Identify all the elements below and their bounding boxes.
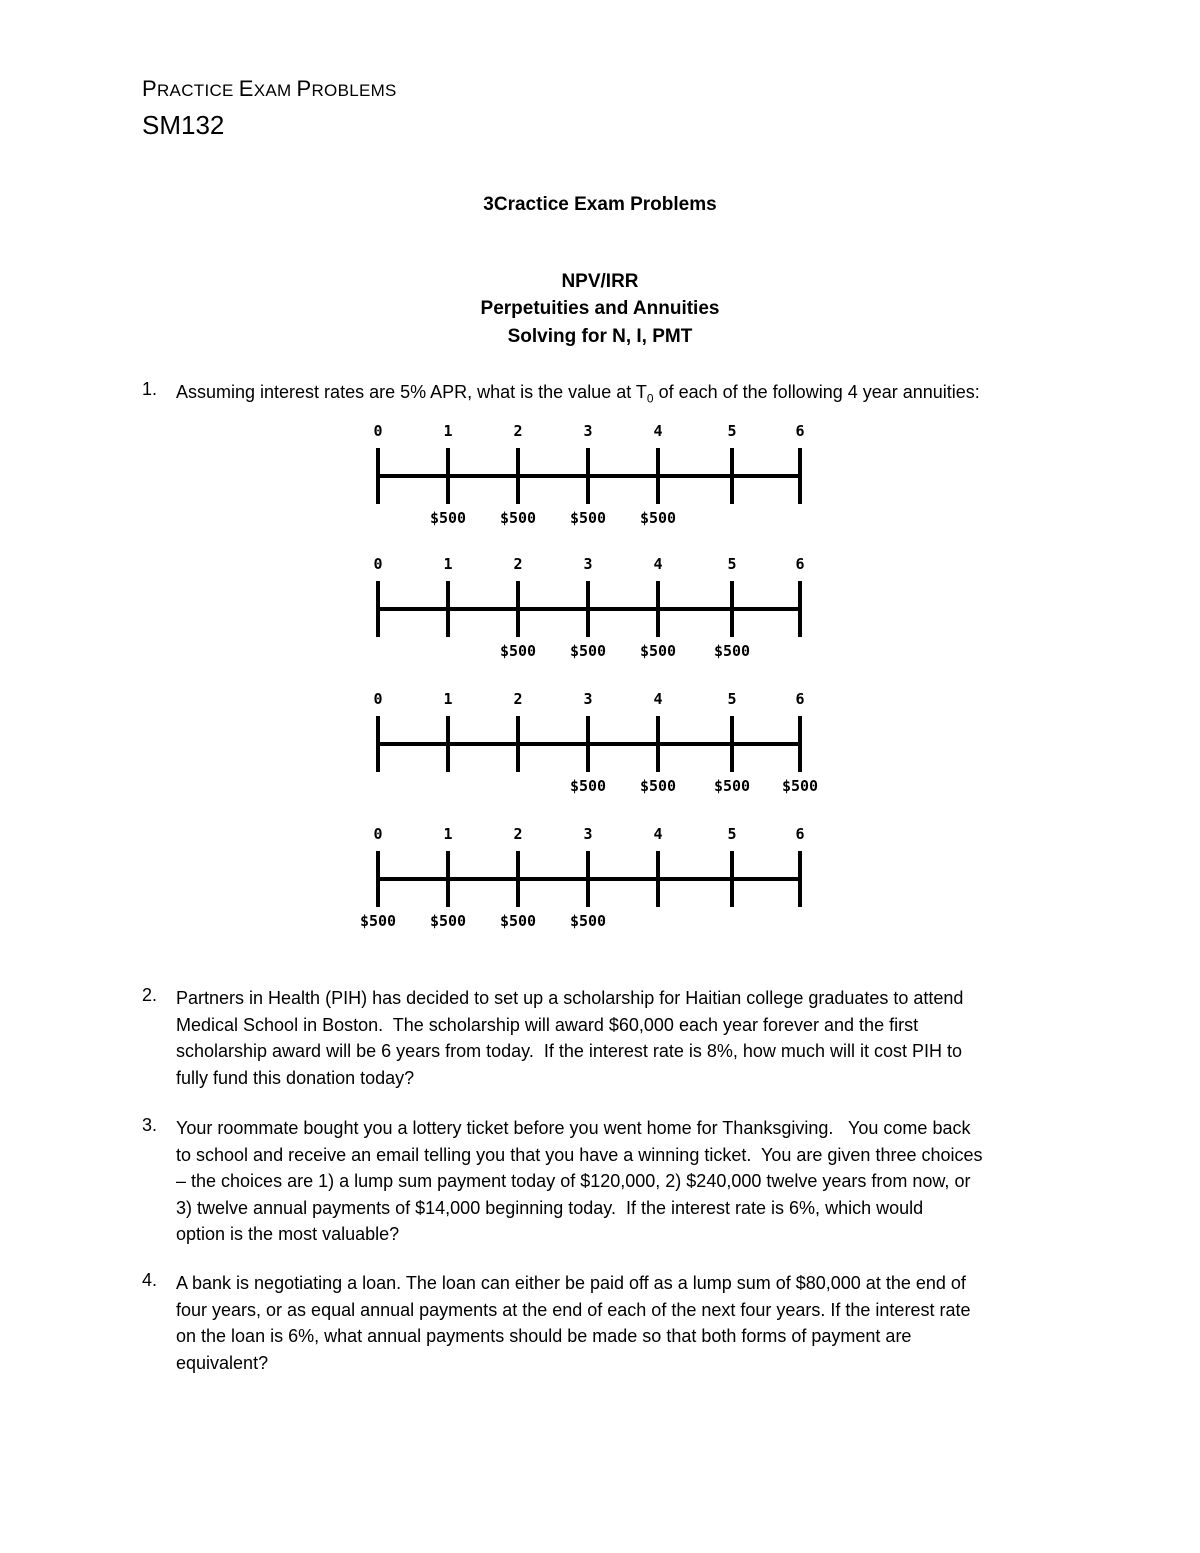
question-text <box>176 1270 1076 1376</box>
payment-label: $500 <box>713 642 751 660</box>
question-line: option is the most valuable? <box>176 1224 400 1244</box>
question-number: 4. <box>142 1270 158 1290</box>
question-line: on the loan is 6%, what annual payments should be made so that both forms of payment are <box>176 1326 912 1346</box>
period-label: 5 <box>727 422 737 440</box>
question-text-part: of each of the following 4 year annuities: <box>653 382 980 402</box>
period-label: 1 <box>443 690 453 708</box>
period-label: 3 <box>583 422 593 440</box>
period-label: 0 <box>373 690 383 708</box>
period-label: 3 <box>583 690 593 708</box>
timeline <box>373 690 818 795</box>
period-label: 4 <box>653 825 663 843</box>
timeline <box>373 422 804 527</box>
period-label: 6 <box>795 422 805 440</box>
timeline <box>360 825 805 930</box>
period-label: 1 <box>443 555 453 573</box>
period-label: 2 <box>513 555 523 573</box>
topic-heading: Perpetuities and Annuities <box>480 298 720 319</box>
question-line: Medical School in Boston. The scholarship will award $60,000 each year forever and the first <box>176 1014 919 1035</box>
period-label: 2 <box>513 825 523 843</box>
question-line: four years, or as equal annual payments at the end of each of the next four years. If the interest rate <box>176 1299 971 1320</box>
period-label: 6 <box>795 690 805 708</box>
question-number: 1. <box>142 379 158 399</box>
question-number: 3. <box>142 1115 158 1135</box>
question-line: Partners in Health (PIH) has decided to set up a scholarship for Haitian college graduates to attend <box>176 988 964 1008</box>
period-label: 6 <box>795 555 805 573</box>
period-label: 0 <box>373 555 383 573</box>
document-title: 3Cractice Exam Problems <box>483 194 717 215</box>
payment-label: $500 <box>499 912 537 930</box>
period-label: 4 <box>653 690 663 708</box>
period-label: 2 <box>513 690 523 708</box>
payment-label: $500 <box>639 509 677 527</box>
header-part: P <box>296 76 312 101</box>
payment-label: $500 <box>499 509 537 527</box>
period-label: 1 <box>443 422 453 440</box>
question-line: equivalent? <box>176 1352 269 1373</box>
period-label: 6 <box>795 825 805 843</box>
header-part: E <box>238 76 254 101</box>
payment-label: $500 <box>429 509 467 527</box>
question-line: 3) twelve annual payments of $14,000 beginning today. If the interest rate is 6%, which would <box>176 1197 924 1218</box>
question-line: to school and receive an email telling you that you have a winning ticket. You are given three choices <box>176 1144 983 1165</box>
payment-label: $500 <box>429 912 467 930</box>
course-code: SM132 <box>142 110 225 140</box>
question-text <box>176 1115 1076 1248</box>
question-line: – the choices are 1) a lump sum payment today of $120,000, 2) $240,000 twelve years from now, or <box>176 1171 971 1191</box>
period-label: 4 <box>653 422 663 440</box>
period-label: 5 <box>727 690 737 708</box>
payment-label: $500 <box>569 777 607 795</box>
period-label: 5 <box>727 825 737 843</box>
topic-heading: NPV/IRR <box>561 271 639 292</box>
subscript: 0 <box>646 391 654 406</box>
period-label: 3 <box>583 825 593 843</box>
question-line: fully fund this donation today? <box>176 1067 415 1088</box>
header-part: RACTICE <box>156 81 239 100</box>
period-label: 5 <box>727 555 737 573</box>
timeline <box>373 555 804 660</box>
payment-label: $500 <box>713 777 751 795</box>
payment-label: $500 <box>569 642 607 660</box>
header-part: ROBLEMS <box>311 81 397 100</box>
question-line: scholarship award will be 6 years from today. If the interest rate is 8%, how much will it cost PIH to <box>176 1041 962 1061</box>
question-line: A bank is negotiating a loan. The loan can either be paid off as a lump sum of $80,000 at the end of <box>176 1273 966 1293</box>
payment-label: $500 <box>499 642 537 660</box>
payment-label: $500 <box>569 912 607 930</box>
period-label: 0 <box>373 825 383 843</box>
period-label: 2 <box>513 422 523 440</box>
period-label: 3 <box>583 555 593 573</box>
payment-label: $500 <box>359 912 397 930</box>
period-label: 1 <box>443 825 453 843</box>
question-number: 2. <box>142 985 158 1005</box>
question-text-part: Assuming interest rates are 5% APR, what is the value at T <box>176 382 647 402</box>
payment-label: $500 <box>639 642 677 660</box>
period-label: 0 <box>373 422 383 440</box>
payment-label: $500 <box>781 777 819 795</box>
payment-label: $500 <box>639 777 677 795</box>
period-label: 4 <box>653 555 663 573</box>
header-part: P <box>142 76 157 101</box>
topic-heading: Solving for N, I, PMT <box>507 326 693 347</box>
question-line: Your roommate bought you a lottery ticket before you went home for Thanksgiving. You come back <box>176 1118 971 1138</box>
payment-label: $500 <box>569 509 607 527</box>
question-text <box>176 985 1076 1091</box>
header-part: XAM <box>253 81 297 100</box>
